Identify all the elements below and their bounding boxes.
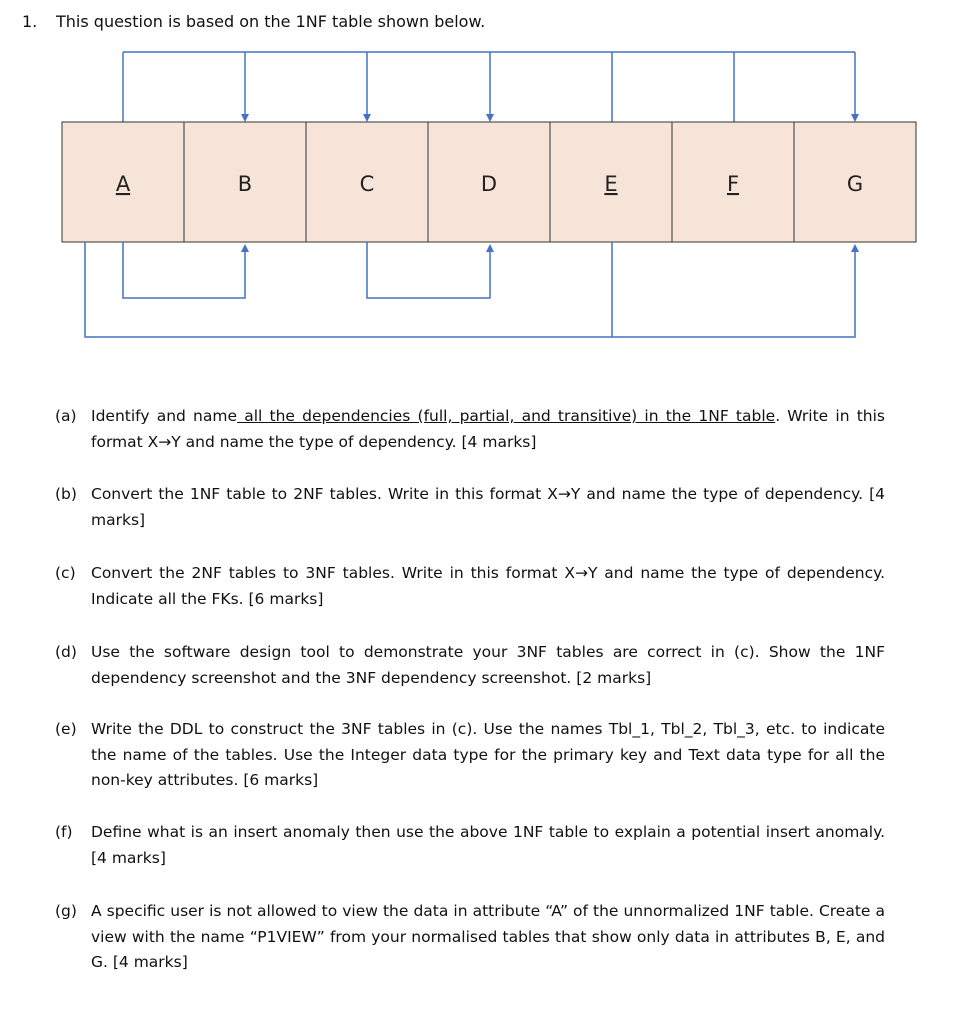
part-c: [55, 561, 885, 612]
part-f-tag: (f): [55, 823, 73, 841]
nf-table: [62, 122, 916, 242]
arrow-c-to-d: [367, 242, 490, 298]
dependency-diagram: [0, 0, 961, 360]
column-label-e: E: [604, 172, 618, 196]
part-a: [55, 404, 885, 455]
part-d: [55, 640, 885, 691]
part-b: [55, 482, 885, 533]
part-e: [55, 717, 885, 794]
column-label-c: C: [359, 172, 375, 196]
column-label-a: A: [115, 172, 131, 196]
part-a-underlined: all the dependencies (full, partial, and transitive) in the 1NF table: [237, 407, 776, 425]
column-label-b: B: [237, 172, 253, 196]
part-a-pre: Identify and name: [91, 407, 238, 425]
part-g-tag: (g): [55, 902, 77, 920]
column-label-f: F: [726, 172, 740, 196]
part-d-text: Use the software design tool to demonstrate your 3NF tables are correct in (c). Show the 1NF dependency screenshot and the 3NF dependency screenshot. [2 marks]: [91, 643, 885, 687]
arrow-a-to-b: [123, 242, 245, 298]
column-label-g: G: [846, 172, 864, 196]
top-dependency-lines: [123, 52, 855, 122]
part-e-tag: (e): [55, 720, 77, 738]
column-label-d: D: [480, 172, 498, 196]
part-b-tag: (b): [55, 485, 77, 503]
part-a-text: [91, 404, 885, 455]
part-g-text: A specific user is not allowed to view the data in attribute “A” of the unnormalized 1NF table. Create a view with the name “P1VIEW” from your normalised tables that show only data in attributes B, E, and G. [4 marks]: [91, 902, 885, 971]
part-g: [55, 899, 885, 976]
part-e-text: Write the DDL to construct the 3NF tables in (c). Use the names Tbl_1, Tbl_2, Tbl_3, etc. to indicate the name of the tables. Use the Integer data type for the primary key and Text data type for all the non-key attributes. [6 marks]: [91, 720, 885, 789]
part-a-post: . Write in this format X→Y and name the type of dependency. [4 marks]: [91, 407, 886, 451]
bottom-dependency-lines: [85, 242, 855, 337]
question-intro: This question is based on the 1NF table shown below.: [56, 12, 486, 31]
question-number: 1.: [22, 12, 38, 31]
part-c-tag: (c): [55, 564, 76, 582]
part-c-text: Convert the 2NF tables to 3NF tables. Write in this format X→Y and name the type of dependency. Indicate all the FKs. [6 marks]: [91, 564, 885, 608]
part-f: [55, 820, 885, 871]
arrow-a-e-to-g: [85, 242, 855, 337]
part-b-text: Convert the 1NF table to 2NF tables. Write in this format X→Y and name the type of dependency. [4 marks]: [91, 485, 885, 529]
part-d-tag: (d): [55, 643, 77, 661]
part-a-tag: (a): [55, 407, 77, 425]
part-f-text: Define what is an insert anomaly then use the above 1NF table to explain a potential insert anomaly. [4 marks]: [91, 823, 885, 867]
